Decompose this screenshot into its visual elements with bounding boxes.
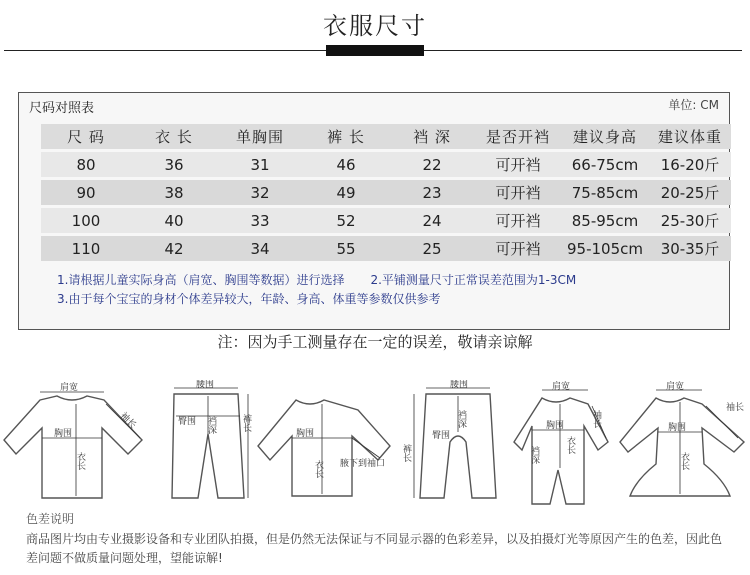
table-row [41,236,731,261]
rise-label: 裆深 [456,410,466,428]
chest-label: 胸围 [546,421,565,431]
chest-label: 胸围 [668,423,687,433]
cell: 36 [131,152,217,177]
underarm-sleeve-label: 腋下到袖口 [340,459,386,469]
shoulder-label: 肩宽 [666,382,685,392]
cell: 34 [217,236,303,261]
cell: 16-20斤 [649,152,731,177]
hip-label: 臀围 [432,431,451,441]
length-label: 衣长 [75,452,85,470]
measurement-caution: 注：因为手工测量存在一定的误差，敬请亲谅解 [217,333,533,351]
cell: 32 [217,180,303,205]
cell: 42 [131,236,217,261]
sleeve-label: 袖长 [591,410,601,428]
note-1: 1.请根据儿童实际身高（肩宽、胸围等数据）进行选择 [57,273,345,287]
header-length: 衣 长 [131,124,217,149]
header-open-crotch: 是否开裆 [475,124,561,149]
size-chart-card [18,92,730,330]
color-disclaimer-title: 色差说明 [26,512,75,526]
cell: 100 [41,208,131,233]
waist-label: 腰围 [196,380,215,390]
cell: 可开裆 [475,180,561,205]
header-chest: 单胸围 [217,124,303,149]
note-3: 3.由于每个宝宝的身材个体差异较大，年龄、身高、体重等参数仅供参考 [57,292,441,306]
header-size: 尺 码 [41,124,131,149]
note-2: 2.平铺测量尺寸正常误差范围为1-3CM [370,273,577,287]
romper-diagram [512,380,612,512]
size-table [41,121,731,264]
cell: 40 [131,208,217,233]
header-rise: 裆 深 [389,124,475,149]
title-accent-bar [326,45,424,56]
chest-label: 胸围 [54,429,73,439]
cell: 23 [389,180,475,205]
shoulder-label: 肩宽 [552,382,571,392]
page-title: 衣服尺寸 [323,12,427,40]
hip-label: 臀围 [178,417,197,427]
pants-length-label: 裤长 [241,414,251,432]
cell: 25 [389,236,475,261]
color-disclaimer-body: 商品图片均由专业摄影设备和专业团队拍摄，但是仍然无法保证与不同显示器的色彩差异，以及拍摄灯光等原因产生的色差，因此色差问题不做质量问题处理，望能谅解! [26,532,723,565]
rise-label: 裆深 [206,416,216,434]
cell: 75-85cm [561,180,649,205]
raglan-diagram [256,380,396,509]
cell: 31 [217,152,303,177]
length-label: 衣长 [679,452,689,470]
length-label: 衣长 [565,436,575,454]
length-label: 衣长 [313,460,323,478]
cell: 66-75cm [561,152,649,177]
cell: 33 [217,208,303,233]
measurement-diagrams [0,380,750,510]
header-weight: 建议体重 [649,124,731,149]
chest-label: 胸围 [296,429,315,439]
unit-label: 单位: CM [668,98,719,112]
cell: 38 [131,180,217,205]
cell: 95-105cm [561,236,649,261]
cell: 49 [303,180,389,205]
table-row [41,208,731,233]
cell: 可开裆 [475,236,561,261]
cell: 30-35斤 [649,236,731,261]
header-height: 建议身高 [561,124,649,149]
cell: 可开裆 [475,208,561,233]
cell: 20-25斤 [649,180,731,205]
sleeve-label: 袖长 [117,411,138,431]
pants-diagram [160,380,255,509]
table-row [41,180,731,205]
cell: 80 [41,152,131,177]
table-header-row [41,124,731,149]
sleeve-label: 袖长 [726,403,745,413]
leggings-diagram [402,380,507,509]
size-notes [57,271,576,309]
shoulder-label: 肩宽 [60,383,79,393]
cell: 24 [389,208,475,233]
cell: 可开裆 [475,152,561,177]
cell: 55 [303,236,389,261]
dress-diagram [618,380,748,509]
cell: 110 [41,236,131,261]
header-pants-length: 裤 长 [303,124,389,149]
shirt-diagram [2,380,147,509]
pants-length-label: 裤长 [402,444,411,462]
size-chart-title: 尺码对照表 [29,101,95,116]
cell: 46 [303,152,389,177]
cell: 85-95cm [561,208,649,233]
cell: 52 [303,208,389,233]
cell: 22 [389,152,475,177]
cell: 90 [41,180,131,205]
waist-label: 腰围 [450,380,469,390]
rise-label: 裆深 [529,446,539,464]
table-row [41,152,731,177]
cell: 25-30斤 [649,208,731,233]
